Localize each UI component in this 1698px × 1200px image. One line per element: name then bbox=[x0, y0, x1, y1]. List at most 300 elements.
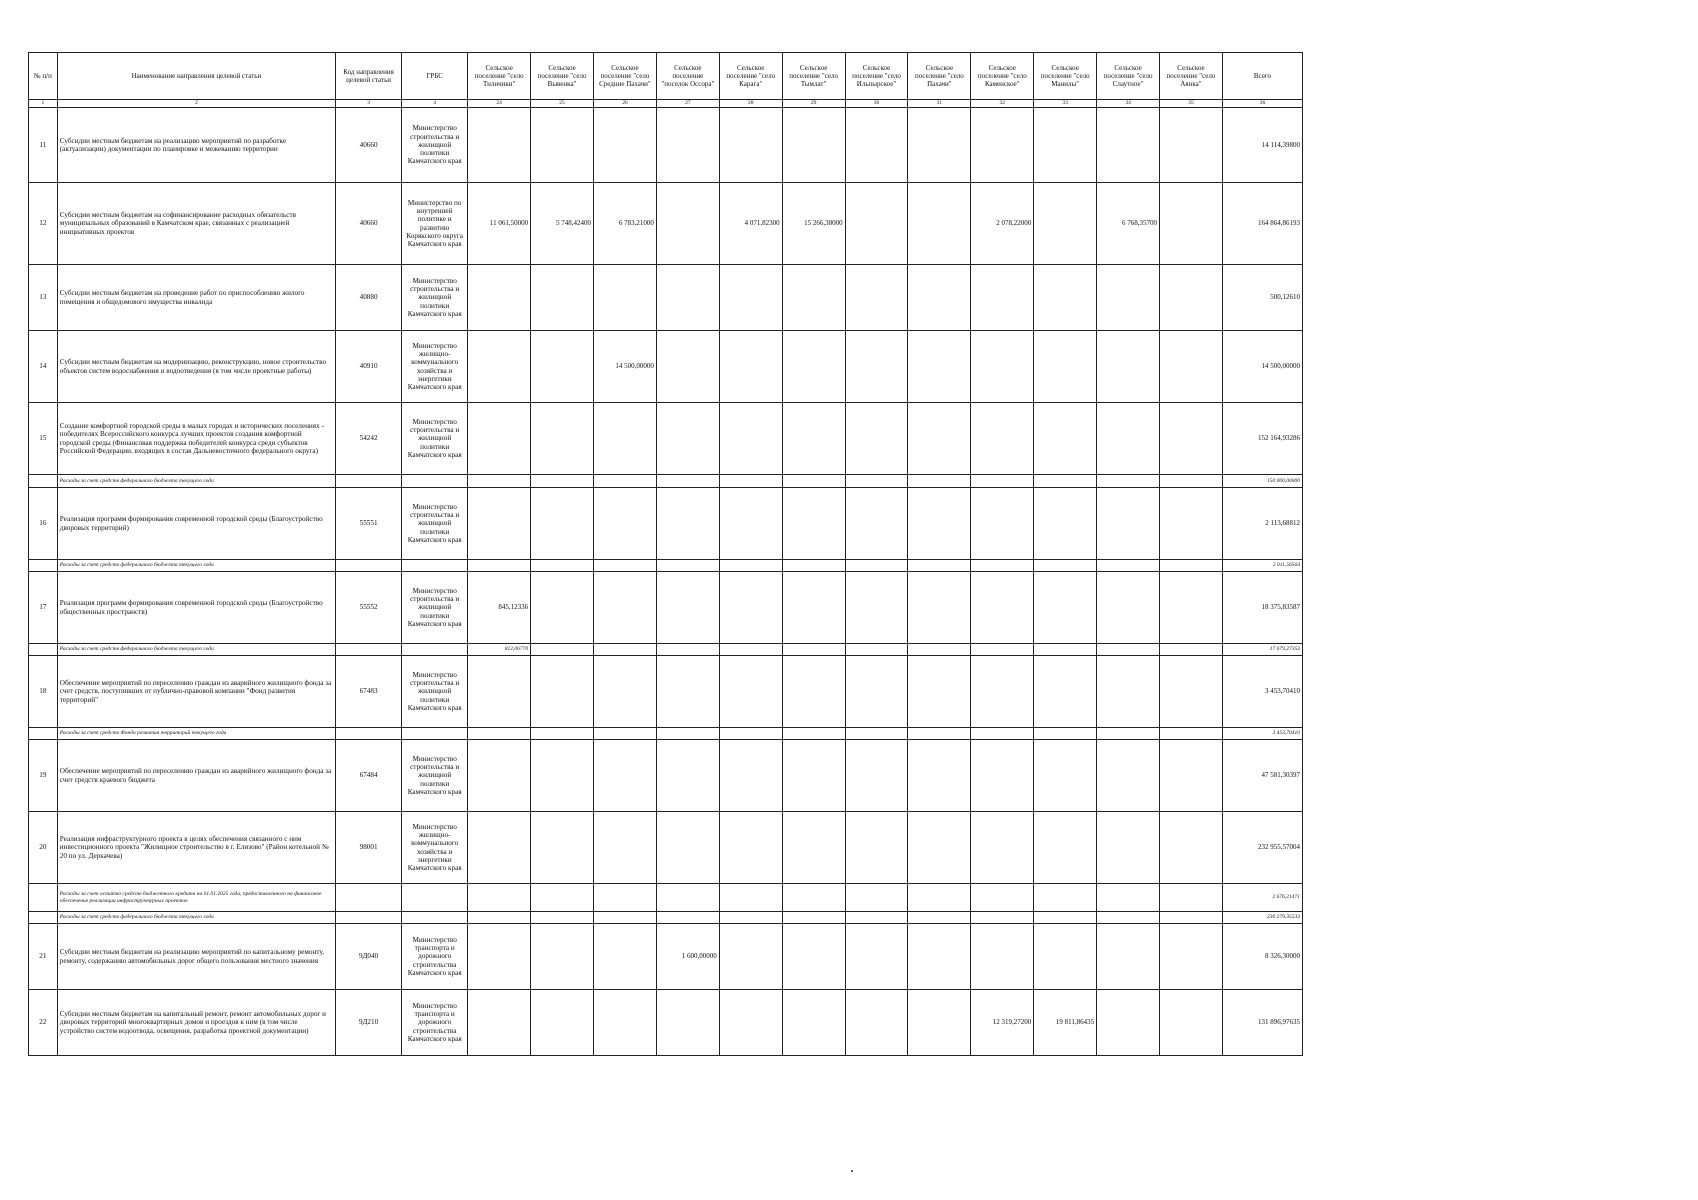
settlement-value bbox=[1160, 728, 1223, 740]
settlement-value bbox=[594, 728, 657, 740]
column-header: Сельское поселение "село Средние Пахачи" bbox=[594, 53, 657, 100]
settlement-value bbox=[594, 990, 657, 1056]
row-code: 40660 bbox=[336, 183, 402, 265]
row-grbs: Министерство жилищно-коммунального хозяйства и энергетики Камчатского края bbox=[402, 812, 468, 884]
row-name: Субсидии местным бюджетам на капитальный ремонт, ремонт автомобильных дорог и дворовых территорий многоквартирных домов и проездов к ним (в том числе устройство систем водоотвода, освещения, разработка проектной документации) bbox=[57, 990, 335, 1056]
settlement-value bbox=[468, 740, 531, 812]
settlement-value bbox=[845, 644, 908, 656]
row-name: Расходы за счет средств Фонда развития территорий текущего года bbox=[57, 728, 335, 740]
settlement-value bbox=[845, 265, 908, 331]
row-grbs: Министерство транспорта и дорожного строительства Камчатского края bbox=[402, 924, 468, 990]
settlement-value bbox=[1034, 812, 1097, 884]
settlement-value bbox=[1097, 108, 1160, 183]
row-total: 2 113,68812 bbox=[1222, 488, 1302, 560]
settlement-value bbox=[782, 656, 845, 728]
settlement-value: 15 266,38000 bbox=[782, 183, 845, 265]
row-grbs: Министерство строительства и жилищной политики Камчатского края bbox=[402, 403, 468, 475]
row-code: 67484 bbox=[336, 740, 402, 812]
settlement-value bbox=[1097, 912, 1160, 924]
settlement-value bbox=[845, 924, 908, 990]
column-number: 33 bbox=[1034, 100, 1097, 108]
settlement-value bbox=[719, 265, 782, 331]
settlement-value bbox=[782, 331, 845, 403]
settlement-value bbox=[594, 644, 657, 656]
settlement-value bbox=[908, 475, 971, 488]
settlement-value bbox=[594, 812, 657, 884]
settlement-value bbox=[971, 740, 1034, 812]
row-number: 21 bbox=[29, 924, 58, 990]
row-grbs: Министерство строительства и жилищной политики Камчатского края bbox=[402, 108, 468, 183]
settlement-value bbox=[531, 656, 594, 728]
note-row bbox=[29, 644, 1303, 656]
row-number bbox=[29, 475, 58, 488]
settlement-value bbox=[1034, 728, 1097, 740]
settlement-value bbox=[1160, 488, 1223, 560]
settlement-value bbox=[531, 475, 594, 488]
settlement-value bbox=[908, 912, 971, 924]
settlement-value bbox=[908, 924, 971, 990]
row-grbs: Министерство по внутренней политике и развитию Корякского округа Камчатского края bbox=[402, 183, 468, 265]
settlement-value bbox=[1034, 183, 1097, 265]
row-code: 98001 bbox=[336, 812, 402, 884]
settlement-value bbox=[468, 990, 531, 1056]
settlement-value bbox=[531, 924, 594, 990]
note-row bbox=[29, 475, 1303, 488]
column-number: 36 bbox=[1222, 100, 1302, 108]
settlement-value bbox=[719, 403, 782, 475]
table-row bbox=[29, 183, 1303, 265]
row-grbs bbox=[402, 912, 468, 924]
column-header: Сельское поселение "село Каменское" bbox=[971, 53, 1034, 100]
row-name: Субсидии местным бюджетам на проведение работ по приспособлению жилого помещения и общедомового имущества инвалида bbox=[57, 265, 335, 331]
column-number: 35 bbox=[1160, 100, 1223, 108]
settlement-value bbox=[782, 912, 845, 924]
settlement-value bbox=[468, 475, 531, 488]
settlement-value bbox=[1097, 265, 1160, 331]
row-total: 17 679,27353 bbox=[1222, 644, 1302, 656]
settlement-value bbox=[719, 656, 782, 728]
row-code: 9Д210 bbox=[336, 990, 402, 1056]
row-code bbox=[336, 884, 402, 912]
settlement-value bbox=[656, 572, 719, 644]
row-name: Расходы за счет средств федерального бюджета текущего года bbox=[57, 560, 335, 572]
settlement-value bbox=[971, 572, 1034, 644]
settlement-value bbox=[845, 475, 908, 488]
settlement-value: 6 783,21000 bbox=[594, 183, 657, 265]
header-row bbox=[29, 53, 1303, 100]
settlement-value bbox=[908, 740, 971, 812]
settlement-value bbox=[531, 812, 594, 884]
column-header: Всего bbox=[1222, 53, 1302, 100]
row-number bbox=[29, 912, 58, 924]
row-code bbox=[336, 728, 402, 740]
settlement-value bbox=[656, 475, 719, 488]
settlement-value bbox=[1034, 265, 1097, 331]
settlement-value bbox=[1160, 265, 1223, 331]
row-name: Субсидии местным бюджетам на модернизацию, реконструкцию, новое строительство объектов систем водоснабжения и водоотведения (в том числе проектные работы) bbox=[57, 331, 335, 403]
settlement-value bbox=[971, 924, 1034, 990]
row-grbs bbox=[402, 475, 468, 488]
row-grbs: Министерство строительства и жилищной политики Камчатского края bbox=[402, 656, 468, 728]
settlement-value bbox=[531, 572, 594, 644]
settlement-value bbox=[594, 912, 657, 924]
settlement-value bbox=[908, 884, 971, 912]
settlement-value bbox=[531, 108, 594, 183]
row-code: 40880 bbox=[336, 265, 402, 331]
row-name: Субсидии местным бюджетам на софинансирование расходных обязательств муниципальных образований в Камчатском крае, связанных с реализацией инициативных проектов bbox=[57, 183, 335, 265]
row-total: 8 326,30000 bbox=[1222, 924, 1302, 990]
settlement-value bbox=[468, 912, 531, 924]
settlement-value bbox=[656, 812, 719, 884]
settlement-value bbox=[531, 644, 594, 656]
row-code: 9Д040 bbox=[336, 924, 402, 990]
row-code bbox=[336, 912, 402, 924]
settlement-value bbox=[908, 108, 971, 183]
row-total: 164 864,86193 bbox=[1222, 183, 1302, 265]
settlement-value bbox=[531, 265, 594, 331]
settlement-value bbox=[1160, 108, 1223, 183]
row-number: 19 bbox=[29, 740, 58, 812]
settlement-value bbox=[594, 488, 657, 560]
settlement-value bbox=[845, 656, 908, 728]
row-total: 3 453,70410 bbox=[1222, 656, 1302, 728]
column-header: Сельское поселение "село Пахачи" bbox=[908, 53, 971, 100]
settlement-value: 19 811,86435 bbox=[1034, 990, 1097, 1056]
row-grbs bbox=[402, 644, 468, 656]
column-number-row bbox=[29, 100, 1303, 108]
settlement-value bbox=[1034, 331, 1097, 403]
settlement-value: 1 600,00000 bbox=[656, 924, 719, 990]
settlement-value: 4 071,82300 bbox=[719, 183, 782, 265]
column-header: Сельское поселение "село Карага" bbox=[719, 53, 782, 100]
settlement-value bbox=[782, 884, 845, 912]
settlement-value bbox=[908, 265, 971, 331]
settlement-value: 12 319,27200 bbox=[971, 990, 1034, 1056]
settlement-value bbox=[845, 183, 908, 265]
settlement-value bbox=[971, 488, 1034, 560]
column-header: Сельское поселение "село Тиличики" bbox=[468, 53, 531, 100]
row-total: 230 279,35533 bbox=[1222, 912, 1302, 924]
settlement-value bbox=[1160, 884, 1223, 912]
note-row bbox=[29, 884, 1303, 912]
settlement-value bbox=[1160, 572, 1223, 644]
settlement-value bbox=[971, 108, 1034, 183]
settlement-value bbox=[1160, 924, 1223, 990]
row-code bbox=[336, 644, 402, 656]
row-number: 12 bbox=[29, 183, 58, 265]
settlement-value bbox=[1034, 560, 1097, 572]
settlement-value bbox=[1097, 728, 1160, 740]
row-total: 14 114,39800 bbox=[1222, 108, 1302, 183]
row-grbs: Министерство строительства и жилищной политики Камчатского края bbox=[402, 740, 468, 812]
settlement-value bbox=[845, 572, 908, 644]
row-grbs bbox=[402, 728, 468, 740]
settlement-value bbox=[656, 488, 719, 560]
settlement-value bbox=[594, 656, 657, 728]
column-number: 28 bbox=[719, 100, 782, 108]
row-number: 17 bbox=[29, 572, 58, 644]
settlement-value: 2 078,22000 bbox=[971, 183, 1034, 265]
row-name: Субсидии местным бюджетам на реализацию мероприятий по капитальному ремонту, ремонту, содержанию автомобильных дорог общего пользования местного значения bbox=[57, 924, 335, 990]
settlement-value bbox=[1034, 924, 1097, 990]
settlement-value bbox=[971, 265, 1034, 331]
settlement-value bbox=[1034, 740, 1097, 812]
settlement-value: 6 768,35700 bbox=[1097, 183, 1160, 265]
table-row bbox=[29, 488, 1303, 560]
settlement-value bbox=[656, 560, 719, 572]
settlement-value bbox=[845, 884, 908, 912]
settlement-value bbox=[468, 265, 531, 331]
column-header: Сельское поселение "село Манилы" bbox=[1034, 53, 1097, 100]
row-number: 14 bbox=[29, 331, 58, 403]
settlement-value bbox=[908, 656, 971, 728]
settlement-value bbox=[845, 912, 908, 924]
row-number bbox=[29, 560, 58, 572]
settlement-value bbox=[782, 740, 845, 812]
settlement-value bbox=[1160, 644, 1223, 656]
settlement-value bbox=[468, 884, 531, 912]
settlement-value bbox=[1160, 331, 1223, 403]
settlement-value bbox=[1034, 403, 1097, 475]
settlement-value bbox=[531, 331, 594, 403]
settlement-value bbox=[971, 812, 1034, 884]
settlement-value bbox=[719, 728, 782, 740]
settlement-value bbox=[782, 488, 845, 560]
budget-table bbox=[28, 52, 1303, 1056]
row-number: 15 bbox=[29, 403, 58, 475]
column-header: Сельское поселение "село Тымлат" bbox=[782, 53, 845, 100]
column-number: 31 bbox=[908, 100, 971, 108]
settlement-value bbox=[908, 572, 971, 644]
settlement-value bbox=[719, 108, 782, 183]
settlement-value bbox=[908, 488, 971, 560]
row-number bbox=[29, 728, 58, 740]
column-number: 26 bbox=[594, 100, 657, 108]
settlement-value bbox=[468, 108, 531, 183]
table-row bbox=[29, 572, 1303, 644]
settlement-value bbox=[845, 990, 908, 1056]
row-grbs: Министерство строительства и жилищной политики Камчатского края bbox=[402, 572, 468, 644]
settlement-value bbox=[719, 331, 782, 403]
settlement-value bbox=[782, 475, 845, 488]
settlement-value bbox=[1097, 331, 1160, 403]
settlement-value bbox=[845, 108, 908, 183]
settlement-value bbox=[656, 265, 719, 331]
settlement-value bbox=[468, 924, 531, 990]
column-header: № п/п bbox=[29, 53, 58, 100]
settlement-value bbox=[908, 183, 971, 265]
settlement-value bbox=[782, 644, 845, 656]
column-number: 2 bbox=[57, 100, 335, 108]
settlement-value bbox=[1034, 912, 1097, 924]
column-header: Сельское поселение "поселок Оссора" bbox=[656, 53, 719, 100]
settlement-value bbox=[1097, 572, 1160, 644]
row-number: 18 bbox=[29, 656, 58, 728]
row-name: Создание комфортной городской среды в малых городах и исторических поселениях - победителях Всероссийского конкурса лучших проектов создания комфортной городской среды (Финансовая поддержка победителей конкурса среди субъектов Российской Федерации, входящих в состав Дальневосточного федерального округа) bbox=[57, 403, 335, 475]
row-grbs: Министерство жилищно-коммунального хозяйства и энергетики Камчатского края bbox=[402, 331, 468, 403]
settlement-value bbox=[531, 990, 594, 1056]
settlement-value bbox=[531, 403, 594, 475]
settlement-value bbox=[656, 884, 719, 912]
column-header: Сельское поселение "село Вывенка" bbox=[531, 53, 594, 100]
column-header: Сельское поселение "село Ильпырское" bbox=[845, 53, 908, 100]
column-number: 29 bbox=[782, 100, 845, 108]
settlement-value bbox=[971, 656, 1034, 728]
settlement-value bbox=[1097, 644, 1160, 656]
row-total: 150 000,00000 bbox=[1222, 475, 1302, 488]
settlement-value: 812,06770 bbox=[468, 644, 531, 656]
settlement-value bbox=[782, 728, 845, 740]
settlement-value bbox=[1097, 990, 1160, 1056]
settlement-value bbox=[908, 728, 971, 740]
settlement-value bbox=[656, 728, 719, 740]
settlement-value bbox=[971, 728, 1034, 740]
table-row bbox=[29, 990, 1303, 1056]
row-number: 16 bbox=[29, 488, 58, 560]
row-name: Расходы за счет остатка средств бюджетного кредита на 01.01.2025 года, предоставленного на финансовое обеспечение реализации инфраструктурных проектов bbox=[57, 884, 335, 912]
column-number: 27 bbox=[656, 100, 719, 108]
settlement-value bbox=[468, 656, 531, 728]
settlement-value bbox=[1097, 740, 1160, 812]
row-name: Обеспечение мероприятий по переселению граждан из аварийного жилищного фонда за счет средств краевого бюджета bbox=[57, 740, 335, 812]
row-total: 3 453,70410 bbox=[1222, 728, 1302, 740]
row-total: 14 500,00000 bbox=[1222, 331, 1302, 403]
settlement-value bbox=[719, 740, 782, 812]
note-row bbox=[29, 560, 1303, 572]
column-header: Сельское поселение "село Аянка" bbox=[1160, 53, 1223, 100]
settlement-value bbox=[531, 912, 594, 924]
row-number: 22 bbox=[29, 990, 58, 1056]
settlement-value bbox=[594, 403, 657, 475]
settlement-value bbox=[656, 183, 719, 265]
row-name: Субсидии местным бюджетам на реализацию мероприятий по разработке (актуализации) документации по планировке и межеванию территории bbox=[57, 108, 335, 183]
row-name: Реализация программ формирования современной городской среды (Благоустройство дворовых территорий) bbox=[57, 488, 335, 560]
column-header: ГРБС bbox=[402, 53, 468, 100]
note-row bbox=[29, 912, 1303, 924]
row-name: Расходы за счет средств федерального бюджета текущего года bbox=[57, 644, 335, 656]
settlement-value bbox=[1097, 488, 1160, 560]
column-header: Код направления целевой статьи bbox=[336, 53, 402, 100]
row-name: Расходы за счет средств федерального бюджета текущего года bbox=[57, 475, 335, 488]
settlement-value bbox=[594, 884, 657, 912]
settlement-value bbox=[1160, 403, 1223, 475]
row-grbs bbox=[402, 884, 468, 912]
settlement-value bbox=[656, 912, 719, 924]
settlement-value bbox=[908, 990, 971, 1056]
settlement-value bbox=[531, 884, 594, 912]
table-row bbox=[29, 740, 1303, 812]
settlement-value bbox=[1097, 656, 1160, 728]
row-grbs bbox=[402, 560, 468, 572]
settlement-value: 11 061,50000 bbox=[468, 183, 531, 265]
column-number: 24 bbox=[468, 100, 531, 108]
row-total: 2 011,56564 bbox=[1222, 560, 1302, 572]
row-name: Обеспечение мероприятий по переселению граждан из аварийного жилищного фонда за счет средств, поступивших от публично-правовой компании "Фонд развития территорий" bbox=[57, 656, 335, 728]
column-header: Наименование направления целевой статьи bbox=[57, 53, 335, 100]
settlement-value bbox=[1097, 812, 1160, 884]
settlement-value bbox=[845, 560, 908, 572]
row-code: 55551 bbox=[336, 488, 402, 560]
settlement-value bbox=[1034, 644, 1097, 656]
table-row bbox=[29, 331, 1303, 403]
settlement-value bbox=[782, 403, 845, 475]
settlement-value bbox=[971, 475, 1034, 488]
settlement-value bbox=[1034, 108, 1097, 183]
settlement-value bbox=[719, 644, 782, 656]
row-total: 47 581,30397 bbox=[1222, 740, 1302, 812]
settlement-value bbox=[971, 560, 1034, 572]
settlement-value bbox=[656, 108, 719, 183]
settlement-value bbox=[1097, 924, 1160, 990]
settlement-value bbox=[971, 403, 1034, 475]
settlement-value bbox=[845, 812, 908, 884]
settlement-value bbox=[531, 488, 594, 560]
settlement-value: 5 748,42400 bbox=[531, 183, 594, 265]
settlement-value bbox=[468, 403, 531, 475]
row-name: Расходы за счет средств федерального бюджета текущего года bbox=[57, 912, 335, 924]
settlement-value bbox=[656, 990, 719, 1056]
table-row bbox=[29, 108, 1303, 183]
settlement-value bbox=[468, 488, 531, 560]
settlement-value bbox=[594, 740, 657, 812]
settlement-value bbox=[468, 331, 531, 403]
settlement-value bbox=[1034, 475, 1097, 488]
settlement-value bbox=[656, 403, 719, 475]
row-name: Реализация программ формирования современной городской среды (Благоустройство общественных пространств) bbox=[57, 572, 335, 644]
row-total: 2 676,21471 bbox=[1222, 884, 1302, 912]
settlement-value bbox=[594, 108, 657, 183]
settlement-value bbox=[782, 265, 845, 331]
settlement-value bbox=[468, 728, 531, 740]
column-number: 30 bbox=[845, 100, 908, 108]
settlement-value bbox=[656, 656, 719, 728]
row-code: 40910 bbox=[336, 331, 402, 403]
column-number: 25 bbox=[531, 100, 594, 108]
settlement-value bbox=[845, 403, 908, 475]
settlement-value bbox=[782, 108, 845, 183]
settlement-value bbox=[656, 331, 719, 403]
table-row bbox=[29, 656, 1303, 728]
row-number bbox=[29, 644, 58, 656]
row-total: 152 164,93286 bbox=[1222, 403, 1302, 475]
row-code bbox=[336, 560, 402, 572]
settlement-value bbox=[782, 572, 845, 644]
settlement-value bbox=[1160, 990, 1223, 1056]
settlement-value bbox=[468, 560, 531, 572]
settlement-value bbox=[1097, 884, 1160, 912]
settlement-value: 14 500,00000 bbox=[594, 331, 657, 403]
row-total: 500,12610 bbox=[1222, 265, 1302, 331]
settlement-value: 845,12336 bbox=[468, 572, 531, 644]
column-number: 34 bbox=[1097, 100, 1160, 108]
settlement-value bbox=[594, 475, 657, 488]
row-number: 11 bbox=[29, 108, 58, 183]
settlement-value bbox=[845, 331, 908, 403]
row-grbs: Министерство строительства и жилищной политики Камчатского края bbox=[402, 265, 468, 331]
settlement-value bbox=[908, 560, 971, 572]
row-code: 55552 bbox=[336, 572, 402, 644]
settlement-value bbox=[782, 924, 845, 990]
settlement-value bbox=[719, 475, 782, 488]
table-row bbox=[29, 403, 1303, 475]
row-total: 131 896,97635 bbox=[1222, 990, 1302, 1056]
settlement-value bbox=[531, 740, 594, 812]
note-row bbox=[29, 728, 1303, 740]
column-number: 3 bbox=[336, 100, 402, 108]
settlement-value bbox=[908, 403, 971, 475]
row-code bbox=[336, 475, 402, 488]
row-code: 54242 bbox=[336, 403, 402, 475]
